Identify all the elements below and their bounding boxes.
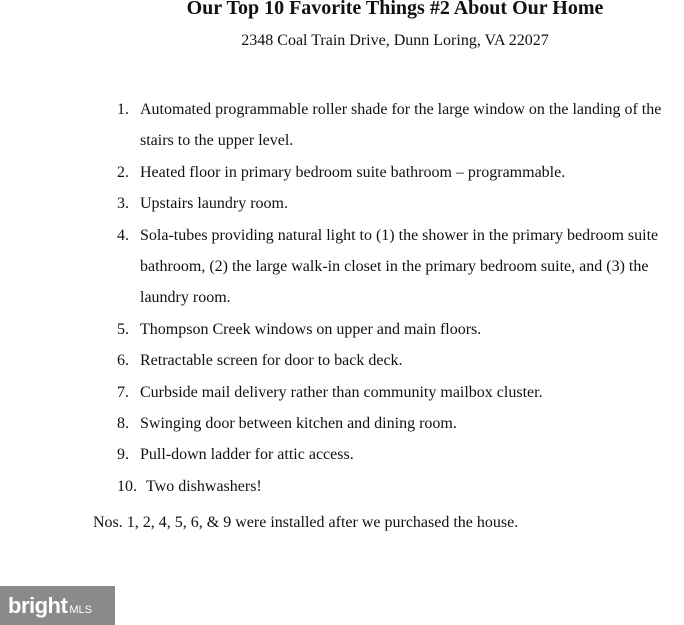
list-item-number: 6. bbox=[117, 352, 129, 370]
list-item bbox=[117, 220, 684, 314]
list-item-text: Swinging door between kitchen and dining room. bbox=[140, 415, 457, 433]
list-item bbox=[117, 408, 684, 439]
list-item bbox=[117, 94, 684, 157]
list-item-number: 3. bbox=[117, 195, 129, 213]
list-item-number: 1. bbox=[117, 101, 129, 118]
list-item-text: Upstairs laundry room. bbox=[140, 195, 288, 213]
list-item-number: 2. bbox=[117, 163, 129, 181]
list-item-text: Sola-tubes providing natural light to (1) the shower in the primary bedroom suite bathroom, (2) the large walk-in closet in the primary bedroom suite, and (3) the laundry room. bbox=[140, 226, 659, 307]
list-item-number: 9. bbox=[117, 446, 129, 464]
favorite-things-list bbox=[117, 94, 684, 502]
list-item-text: Two dishwashers! bbox=[146, 477, 262, 495]
bright-mls-logo bbox=[8, 593, 92, 619]
list-item-number: 5. bbox=[117, 320, 129, 338]
list-item-text: Curbside mail delivery rather than community mailbox cluster. bbox=[140, 383, 543, 401]
list-item bbox=[117, 314, 684, 345]
list-item-number: 7. bbox=[117, 383, 129, 401]
list-item-text: Pull-down ladder for attic access. bbox=[140, 446, 354, 464]
list-item bbox=[117, 157, 684, 188]
document-title: Our Top 10 Favorite Things #2 About Our Home bbox=[186, 0, 604, 19]
list-item bbox=[117, 471, 684, 502]
list-item-text: Thompson Creek windows on upper and main floors. bbox=[140, 320, 482, 338]
list-item bbox=[117, 345, 684, 376]
installation-footnote: Nos. 1, 2, 4, 5, 6, & 9 were installed after we purchased the house. bbox=[93, 514, 519, 531]
watermark-brand: bright bbox=[8, 592, 68, 618]
list-item-number: 4. bbox=[117, 226, 129, 244]
property-address: 2348 Coal Train Drive, Dunn Loring, VA 22027 bbox=[241, 32, 549, 49]
list-item-text: Heated floor in primary bedroom suite bathroom – programmable. bbox=[140, 163, 566, 181]
list-item-text: Automated programmable roller shade for the large window on the landing of the stairs to the upper level. bbox=[140, 101, 662, 150]
list-item-text: Retractable screen for door to back deck. bbox=[140, 352, 403, 370]
list-item bbox=[117, 188, 684, 219]
list-item-number: 8. bbox=[117, 415, 129, 433]
list-item-number: 10. bbox=[117, 477, 137, 495]
watermark-suffix: MLS bbox=[69, 603, 92, 616]
bright-mls-watermark bbox=[0, 586, 115, 625]
list-item bbox=[117, 439, 684, 470]
list-item bbox=[117, 377, 684, 408]
